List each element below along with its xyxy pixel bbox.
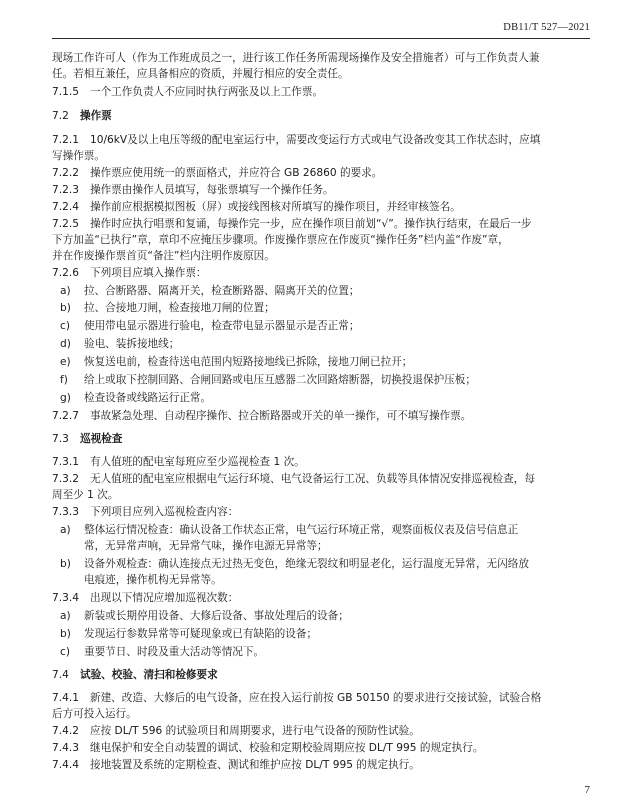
list-text: 重要节日、时段及重大活动等情况下。 xyxy=(84,646,265,658)
clause-7-2-4 xyxy=(52,201,592,214)
clause-number: 7.2.4 xyxy=(52,201,79,213)
list-text: 新装或长期停用设备、大修后设备、事故处理后的设备； xyxy=(84,610,349,622)
clause-text: 事故紧急处理、自动程序操作、拉合断路器或开关的单一操作，可不填写操作票。 xyxy=(90,410,472,422)
clause-number: 7.1.5 xyxy=(52,86,79,98)
clause-7-1-5 xyxy=(52,86,592,99)
list-letter: d) xyxy=(60,338,71,350)
list-text: 给上或取下控制回路、合闸回路或电压互感器二次回路熔断器，切换投退保护压板； xyxy=(84,374,476,386)
list-text: 拉、合断路器、隔离开关，检查断路器、隔离开关的位置； xyxy=(84,285,360,297)
clause-number: 7.2.5 xyxy=(52,218,79,230)
section-title: 试验、校验、清扫和检修要求 xyxy=(80,669,218,681)
section-7-2-heading xyxy=(52,110,592,123)
clause-text: 操作票应使用统一的票面格式，并应符合 GB 26860 的要求。 xyxy=(90,167,383,179)
list-item-continuation: 常，无异常声响，无异常气味，操作电源无异常等； xyxy=(84,540,328,552)
section-7-4-heading xyxy=(52,669,592,682)
section-title: 巡视检查 xyxy=(80,433,123,445)
clause-text: 操作时应执行唱票和复诵，每操作完一步，应在操作项目前划“√”。操作执行结束，在最后一步 xyxy=(90,218,532,230)
clause-7-2-7 xyxy=(52,410,592,423)
clause-7-4-4 xyxy=(52,759,592,772)
section-number: 7.4 xyxy=(52,669,69,681)
clause-7-2-6 xyxy=(52,267,592,280)
list-item xyxy=(60,524,600,537)
clause-number: 7.3.3 xyxy=(52,506,79,518)
clause-text: 一个工作负责人不应同时执行两张及以上工作票。 xyxy=(90,86,324,98)
clause-number: 7.2.2 xyxy=(52,167,79,179)
list-letter: g) xyxy=(60,392,71,404)
section-number: 7.3 xyxy=(52,433,69,445)
clause-text: 10/6kV及以上电压等级的配电室运行中，需要改变运行方式或电气设备改变其工作状态时，应填 xyxy=(90,134,541,146)
paragraph-line: 任。若相互兼任，应具备相应的资质，并履行相应的安全责任。 xyxy=(52,68,349,80)
list-letter: f) xyxy=(60,374,68,386)
clause-7-3-4 xyxy=(52,592,592,605)
clause-text: 无人值班的配电室应根据电气运行环境、电气设备运行工况、负载等具体情况安排巡视检查，每 xyxy=(90,473,535,485)
clause-text: 新建、改造、大修后的电气设备，应在投入运行前按 GB 50150 的要求进行交接试验，试验合格 xyxy=(90,692,542,704)
clause-7-3-3 xyxy=(52,506,592,519)
list-letter: a) xyxy=(60,285,71,297)
clause-number: 7.3.4 xyxy=(52,592,79,604)
clause-number: 7.2.7 xyxy=(52,410,79,422)
list-letter: e) xyxy=(60,356,71,368)
header-rule xyxy=(52,38,590,39)
list-letter: c) xyxy=(60,320,70,332)
list-item xyxy=(60,302,600,315)
clause-7-2-1 xyxy=(52,134,592,147)
list-text: 恢复送电前，检查待送电范围内短路接地线已拆除，接地刀闸已拉开； xyxy=(84,356,413,368)
clause-text: 出现以下情况应增加巡视次数： xyxy=(90,592,239,604)
list-text: 验电、装拆接地线； xyxy=(84,338,180,350)
clause-number: 7.4.3 xyxy=(52,742,79,754)
clause-text: 有人值班的配电室每班应至少巡视检查 1 次。 xyxy=(90,456,305,468)
list-letter: b) xyxy=(60,558,71,570)
paragraph-line: 下方加盖“已执行”章，章印不应掩压步骤项。作废操作票应在作废页“操作任务”栏内盖“作废”章， xyxy=(52,234,509,246)
clause-7-2-5 xyxy=(52,218,592,231)
list-letter: a) xyxy=(60,610,71,622)
paragraph-line: 后方可投入运行。 xyxy=(52,708,137,720)
list-letter: c) xyxy=(60,646,70,658)
section-7-3-heading xyxy=(52,433,592,446)
clause-number: 7.2.3 xyxy=(52,184,79,196)
clause-text: 应按 DL/T 596 的试验项目和周期要求，进行电气设备的预防性试验。 xyxy=(90,725,420,737)
list-text: 发现运行参数异常等可疑现象或已有缺陷的设备； xyxy=(84,628,318,640)
list-item xyxy=(60,356,600,369)
clause-number: 7.2.1 xyxy=(52,134,79,146)
paragraph-line: 周至少 1 次。 xyxy=(52,489,119,501)
page-number: 7 xyxy=(584,784,590,796)
list-item xyxy=(60,558,600,571)
list-item xyxy=(60,610,600,623)
section-number: 7.2 xyxy=(52,110,69,122)
clause-text: 操作前应根据模拟图板（屏）或接线图核对所填写的操作项目，并经审核签名。 xyxy=(90,201,461,213)
list-letter: a) xyxy=(60,524,71,536)
clause-number: 7.3.2 xyxy=(52,473,79,485)
list-item xyxy=(60,374,600,387)
clause-7-3-2 xyxy=(52,473,592,486)
clause-number: 7.4.2 xyxy=(52,725,79,737)
section-title: 操作票 xyxy=(80,110,112,122)
clause-text: 接地装置及系统的定期检查、测试和维护应按 DL/T 995 的规定执行。 xyxy=(90,759,420,771)
list-text: 整体运行情况检查：确认设备工作状态正常，电气运行环境正常，观察面板仪表及信号信息正 xyxy=(84,524,519,536)
clause-text: 下列项目应列入巡视检查内容： xyxy=(90,506,239,518)
clause-number: 7.4.4 xyxy=(52,759,79,771)
list-letter: b) xyxy=(60,302,71,314)
clause-text: 继电保护和安全自动装置的调试、校验和定期校验周期应按 DL/T 995 的规定执行。 xyxy=(90,742,484,754)
clause-7-2-2 xyxy=(52,167,592,180)
clause-number: 7.2.6 xyxy=(52,267,79,279)
clause-number: 7.4.1 xyxy=(52,692,79,704)
clause-7-4-3 xyxy=(52,742,592,755)
standard-number-header: DB11/T 527—2021 xyxy=(503,22,590,33)
clause-7-4-2 xyxy=(52,725,592,738)
list-letter: b) xyxy=(60,628,71,640)
paragraph-line: 现场工作许可人（作为工作班成员之一，进行该工作任务所需现场操作及安全措施者）可与工作负责人兼 xyxy=(52,52,540,64)
list-text: 检查设备或线路运行正常。 xyxy=(84,392,212,404)
list-item xyxy=(60,285,600,298)
list-item xyxy=(60,646,600,659)
clause-7-3-1 xyxy=(52,456,592,469)
clause-text: 下列项目应填入操作票： xyxy=(90,267,207,279)
list-text: 使用带电显示器进行验电，检查带电显示器显示是否正常； xyxy=(84,320,360,332)
list-item xyxy=(60,338,600,351)
list-item xyxy=(60,392,600,405)
list-item xyxy=(60,320,600,333)
paragraph-line: 并在作废操作票首页“备注”栏内注明作废原因。 xyxy=(52,250,275,262)
clause-7-2-3 xyxy=(52,184,592,197)
clause-7-4-1 xyxy=(52,692,592,705)
clause-text: 操作票由操作人员填写，每张票填写一个操作任务。 xyxy=(90,184,334,196)
clause-number: 7.3.1 xyxy=(52,456,79,468)
list-text: 设备外观检查：确认连接点无过热无变色，绝缘无裂纹和明显老化，运行温度无异常，无闪络放 xyxy=(84,558,529,570)
list-text: 拉、合接地刀闸，检查接地刀闸的位置； xyxy=(84,302,275,314)
list-item xyxy=(60,628,600,641)
paragraph-line: 写操作票。 xyxy=(52,150,105,162)
list-item-continuation: 电痕迹，操作机构无异常等。 xyxy=(84,574,222,586)
